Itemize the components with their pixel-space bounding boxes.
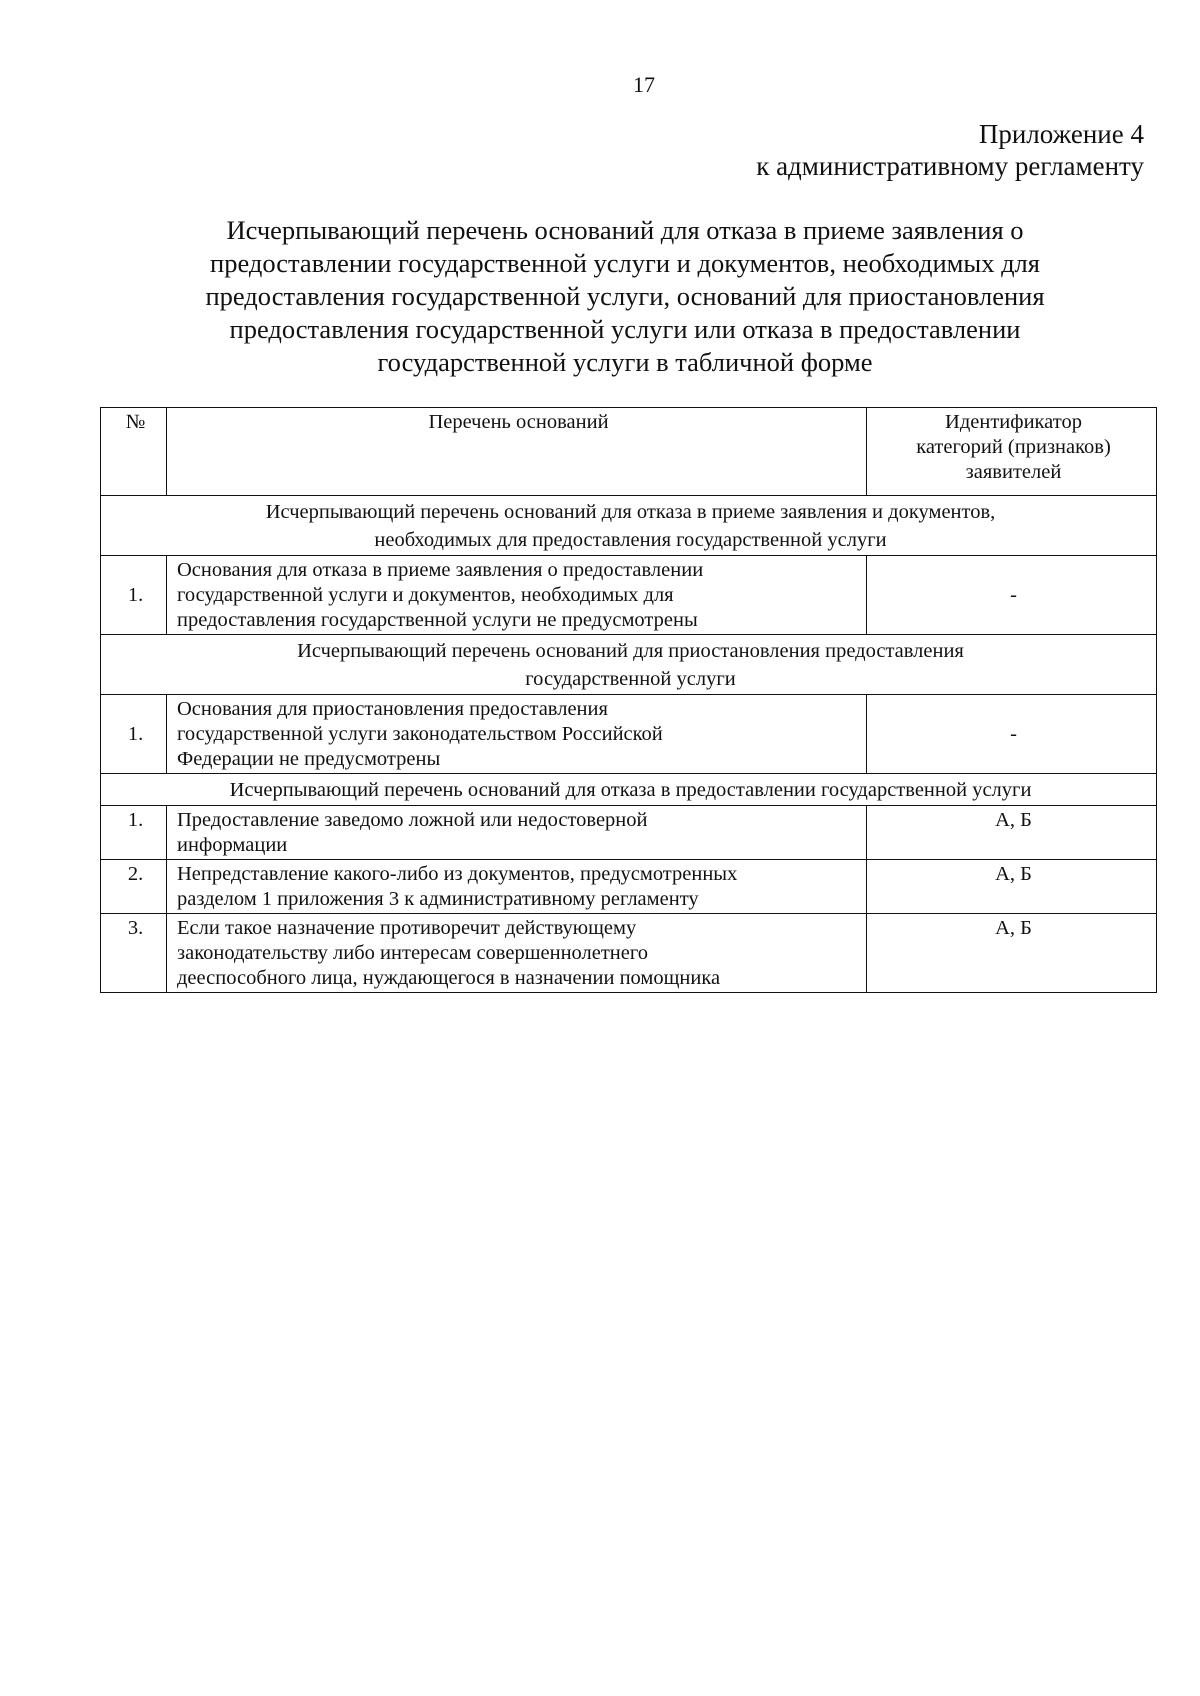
row-number: 1. <box>101 556 167 635</box>
row-applicant-category: А, Б <box>867 914 1157 993</box>
row-applicant-category: - <box>867 556 1157 635</box>
row-text-line: информации <box>177 834 288 856</box>
grounds-table <box>100 407 1157 993</box>
header-number: № <box>101 408 167 496</box>
section-heading-line: необходимых для предоставления государственной услуги <box>374 529 887 551</box>
header-line: Идентификатор <box>945 411 1082 433</box>
section-heading-line: Исчерпывающий перечень оснований для отказа в предоставлении государственной услуги <box>229 779 1032 801</box>
title-line: государственной услуги в табличной форме <box>377 347 873 377</box>
table-header-row <box>101 408 1157 496</box>
row-text-line: предоставления государственной услуги не предусмотрены <box>177 609 698 631</box>
row-number: 1. <box>101 695 167 774</box>
row-text-line: Предоставление заведомо ложной или недостоверной <box>177 809 648 831</box>
table-row <box>101 695 1157 774</box>
row-number: 3. <box>101 914 167 993</box>
section-heading-row <box>101 774 1157 806</box>
row-applicant-category: - <box>867 695 1157 774</box>
row-text <box>167 914 867 993</box>
appendix-subtitle: к административному регламенту <box>756 151 1144 182</box>
header-line: категорий (признаков) <box>916 436 1111 458</box>
row-text <box>167 695 867 774</box>
page-number: 17 <box>633 72 655 97</box>
row-number: 1. <box>101 806 167 860</box>
row-text <box>167 556 867 635</box>
table-row <box>101 556 1157 635</box>
title-line: предоставления государственной услуги, оснований для приостановления <box>205 281 1045 311</box>
header-line: заявителей <box>965 461 1062 483</box>
row-text-line: Основания для приостановления предоставления <box>177 698 608 720</box>
section-heading-row <box>101 496 1157 556</box>
table-row <box>101 806 1157 860</box>
table-row <box>101 914 1157 993</box>
header-applicant-category <box>867 408 1157 496</box>
title-line: предоставлении государственной услуги и документов, необходимых для <box>210 248 1040 278</box>
row-text-line: дееспособного лица, нуждающегося в назначении помощника <box>177 967 721 989</box>
appendix-reference <box>756 118 1144 183</box>
title-line: Исчерпывающий перечень оснований для отказа в приеме заявления о <box>226 215 1024 245</box>
row-text-line: Основания для отказа в приеме заявления о предоставлении <box>177 559 704 581</box>
row-text-line: государственной услуги и документов, необходимых для <box>177 584 674 606</box>
row-text-line: Непредставление какого-либо из документов, предусмотренных <box>177 863 738 885</box>
row-applicant-category: А, Б <box>867 860 1157 914</box>
row-text-line: Федерации не предусмотрены <box>177 748 441 770</box>
row-text <box>167 860 867 914</box>
section-heading-refusal-acceptance <box>101 496 1157 556</box>
row-applicant-category: А, Б <box>867 806 1157 860</box>
section-heading-row <box>101 635 1157 695</box>
section-heading-refusal-service <box>101 774 1157 806</box>
section-heading-suspension <box>101 635 1157 695</box>
section-heading-line: Исчерпывающий перечень оснований для приостановления предоставления <box>297 640 964 662</box>
appendix-title: Приложение 4 <box>978 119 1144 149</box>
title-line: предоставления государственной услуги или отказа в предоставлении <box>229 314 1021 344</box>
row-text-line: Если такое назначение противоречит действующему <box>177 917 637 939</box>
table-row <box>101 860 1157 914</box>
header-grounds-list: Перечень оснований <box>167 408 867 496</box>
row-text-line: разделом 1 приложения 3 к административному регламенту <box>177 888 699 910</box>
document-title <box>150 214 1100 379</box>
section-heading-line: Исчерпывающий перечень оснований для отказа в приеме заявления и документов, <box>265 501 996 523</box>
row-text-line: государственной услуги законодательством Российской <box>177 723 663 745</box>
row-number: 2. <box>101 860 167 914</box>
row-text-line: законодательству либо интересам совершеннолетнего <box>177 942 649 964</box>
row-text <box>167 806 867 860</box>
section-heading-line: государственной услуги <box>525 668 736 690</box>
